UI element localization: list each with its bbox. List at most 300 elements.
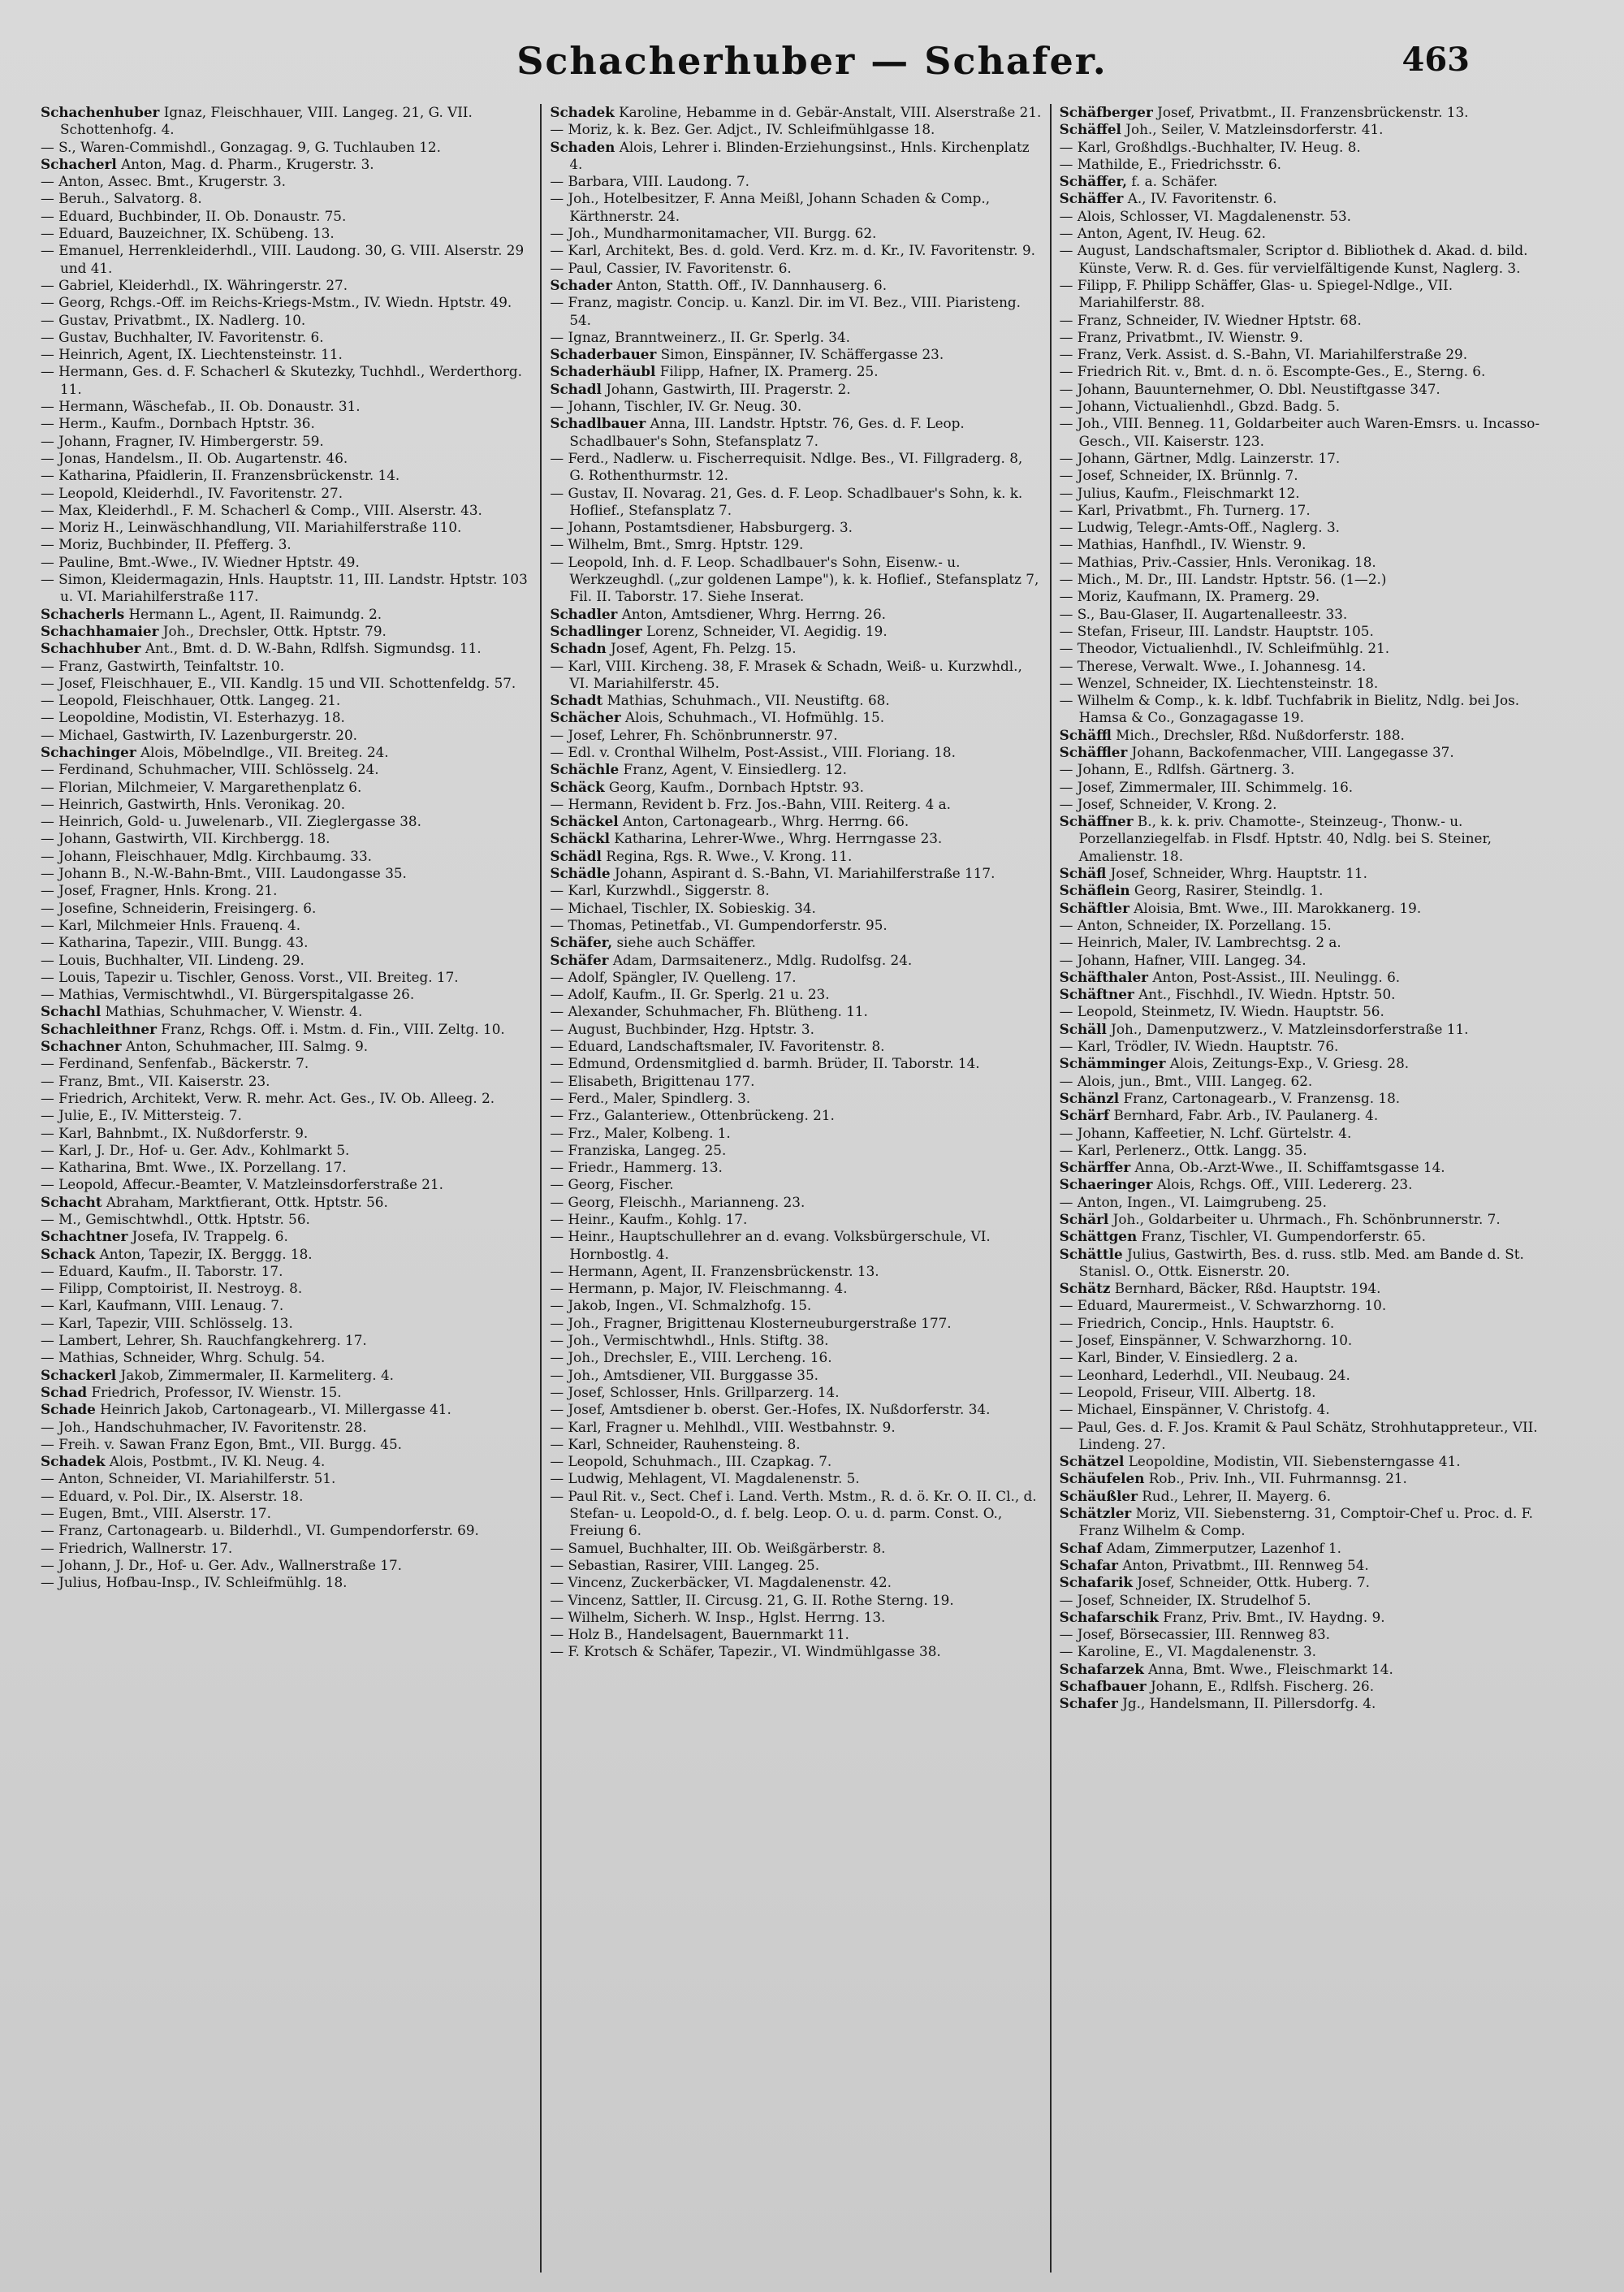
entry-surname: Schadl: [550, 380, 602, 397]
directory-entry: [41, 294, 532, 311]
entry-text: — Moriz, k. k. Bez. Ger. Adjct., IV. Schleifmühlgasse 18.: [550, 121, 935, 138]
entry-surname: Schäffner: [1059, 813, 1134, 830]
directory-entry: [550, 139, 1041, 174]
entry-text: — Katharina, Bmt. Wwe., IX. Porzellang. 17.: [41, 1159, 347, 1176]
entry-text: — Friedrich, Architekt, Verw. R. mehr. Act. Ges., IV. Ob. Alleeg. 2.: [41, 1089, 495, 1106]
directory-entry: [550, 606, 1041, 623]
directory-entry: [41, 1332, 532, 1349]
entry-text: Joh., Goldarbeiter u. Uhrmach., Fh. Schönbrunnerstr. 7.: [1108, 1211, 1501, 1227]
entry-surname: Schärf: [1059, 1107, 1110, 1124]
entry-text: — Johann, Hafner, VIII. Langeg. 34.: [1059, 951, 1307, 968]
entry-text: — Franziska, Langeg. 25.: [550, 1141, 727, 1158]
entry-text: Johann, Gastwirth, III. Pragerstr. 2.: [601, 380, 851, 397]
entry-text: — Franz, Verk. Assist. d. S.-Bahn, VI. Mariahilferstraße 29.: [1059, 346, 1468, 363]
directory-entry: [1060, 1073, 1551, 1090]
entry-surname: Schäffler: [1059, 743, 1128, 760]
entry-surname: Schätzel: [1059, 1453, 1125, 1470]
entry-text: Josef, Schneider, Whrg. Hauptstr. 11.: [1106, 865, 1367, 882]
directory-entry: [41, 467, 532, 484]
entry-text: Anna, III. Landstr. Hptstr. 76, Ges. d. F. Leop. Schadlbauer's Sohn, Stefansplatz 7.: [569, 415, 965, 449]
entry-text: Rud., Lehrer, II. Mayerg. 6.: [1137, 1487, 1332, 1504]
entry-text: Georg, Kaufm., Dornbach Hptstr. 93.: [604, 778, 864, 795]
entry-text: — Johann, Gastwirth, VII. Kirchbergg. 18.: [41, 830, 330, 847]
entry-text: Franz, Tischler, VI. Gumpendorferstr. 65.: [1137, 1228, 1426, 1245]
entry-text: — Jonas, Handelsm., II. Ob. Augartenstr. 46.: [41, 449, 348, 466]
directory-entry: [550, 830, 1041, 847]
directory-entry: [550, 329, 1041, 346]
entry-text: — Thomas, Petinetfab., VI. Gumpendorferstr. 95.: [550, 916, 888, 933]
entry-text: — Karl, Tapezir, VIII. Schlösselg. 13.: [41, 1314, 293, 1331]
entry-text: Simon, Einspänner, IV. Schäffergasse 23.: [656, 346, 944, 363]
directory-entry: [41, 329, 532, 346]
entry-text: — Franz, Schneider, IV. Wiedner Hptstr. 68.: [1059, 311, 1362, 328]
directory-entry: [41, 640, 532, 657]
directory-entry: [1060, 363, 1551, 380]
directory-entry: [41, 1107, 532, 1124]
entry-text: Johann, E., Rdlfsh. Fischerg. 26.: [1146, 1678, 1375, 1695]
directory-entry: [550, 242, 1041, 259]
directory-entry: [41, 623, 532, 640]
entry-text: — Theodor, Victualienhdl., IV. Schleifmühlg. 21.: [1059, 640, 1390, 657]
entry-text: — Karl, Großhdlgs.-Buchhalter, IV. Heug. 8.: [1059, 138, 1361, 155]
directory-entry: [550, 450, 1041, 485]
directory-entry: [41, 830, 532, 847]
entry-text: — Eduard, Bauzeichner, IX. Schübeng. 13.: [41, 225, 335, 242]
directory-entry: [1060, 623, 1551, 640]
directory-entry: [41, 1436, 532, 1453]
entry-text: — Elisabeth, Brigittenau 177.: [550, 1072, 755, 1089]
entry-text: — Friedrich, Wallnerstr. 17.: [41, 1539, 233, 1556]
entry-text: — Edl. v. Cronthal Wilhelm, Post-Assist., VIII. Floriang. 18.: [550, 743, 956, 760]
entry-surname: Schäflein: [1059, 882, 1130, 899]
directory-entry: [41, 1176, 532, 1193]
entry-text: — M., Gemischtwhdl., Ottk. Hptstr. 56.: [41, 1211, 310, 1227]
entry-text: — Heinr., Kaufm., Kohlg. 17.: [550, 1211, 748, 1227]
entry-text: Anton, Statth. Off., IV. Dannhauserg. 6.: [612, 276, 888, 293]
directory-entry: [1060, 1505, 1551, 1540]
entry-text: — Katharina, Pfaidlerin, II. Franzensbrückenstr. 14.: [41, 467, 400, 484]
entry-surname: Schafarschik: [1059, 1608, 1159, 1625]
directory-entry: [550, 1626, 1041, 1643]
entry-text: — Georg, Fleischh., Marianneng. 23.: [550, 1193, 806, 1210]
directory-entry: [550, 796, 1041, 813]
directory-entry: [550, 398, 1041, 415]
directory-entry: [41, 346, 532, 363]
entry-text: — Leopold, Affecur.-Beamter, V. Matzleinsdorferstraße 21.: [41, 1176, 443, 1193]
entry-text: — Ferdinand, Senfenfab., Bäckerstr. 7.: [41, 1055, 309, 1072]
directory-entry: [41, 1315, 532, 1332]
entry-text: — Johann, Bauunternehmer, O. Dbl. Neustiftgasse 347.: [1059, 380, 1440, 397]
entry-text: — Eugen, Bmt., VIII. Alserstr. 17.: [41, 1505, 271, 1522]
entry-text: — Josef, Schlosser, Hnls. Grillparzerg. 14.: [550, 1383, 840, 1400]
directory-entry: [1060, 1643, 1551, 1660]
entry-text: Heinrich Jakob, Cartonagearb., VI. Millergasse 41.: [95, 1401, 451, 1418]
directory-entry: [1060, 398, 1551, 415]
entry-surname: Schafar: [1059, 1556, 1119, 1573]
entry-surname: Schächer: [550, 709, 621, 726]
entry-surname: Schäffl: [1059, 726, 1112, 743]
directory-entry: [550, 1470, 1041, 1487]
entry-text: — Franz, magistr. Concip. u. Kanzl. Dir. im VI. Bez., VIII. Piaristeng. 54.: [550, 294, 1021, 328]
directory-entry: [41, 1488, 532, 1505]
directory-column-2: [540, 104, 1049, 2273]
entry-text: — Alexander, Schuhmacher, Fh. Blütheng. 11.: [550, 1003, 868, 1020]
directory-entry: [41, 1263, 532, 1280]
directory-entry: [550, 1125, 1041, 1142]
entry-surname: Schäckl: [550, 830, 610, 847]
entry-surname: Schäffer,: [1059, 173, 1127, 190]
entry-surname: Schäfl: [1059, 865, 1107, 882]
directory-entry: [1060, 1401, 1551, 1418]
directory-entry: [41, 485, 532, 502]
entry-text: — Eduard, Buchbinder, II. Ob. Donaustr. 75.: [41, 207, 347, 224]
directory-entry: [1060, 173, 1551, 190]
entry-text: — Freih. v. Sawan Franz Egon, Bmt., VII. Burgg. 45.: [41, 1435, 402, 1452]
entry-text: — Alois, Schlosser, VI. Magdalenenstr. 53.: [1059, 207, 1352, 224]
directory-entry: [550, 1574, 1041, 1591]
directory-entry: [1060, 381, 1551, 398]
entry-text: Leopoldine, Modistin, VII. Siebensterngasse 41.: [1124, 1453, 1461, 1470]
directory-entry: [550, 485, 1041, 520]
entry-surname: Schadlinger: [550, 622, 642, 639]
directory-entry: [1060, 1228, 1551, 1245]
directory-entry: [1060, 1142, 1551, 1159]
directory-entry: [1060, 813, 1551, 865]
directory-entry: [550, 1401, 1041, 1418]
directory-entry: [550, 277, 1041, 294]
directory-entry: [41, 1522, 532, 1539]
entry-text: Alois, Möbelndlge., VII. Breiteg. 24.: [136, 743, 389, 760]
directory-entry: [41, 934, 532, 951]
entry-text: — Leopoldine, Modistin, VI. Esterhazyg. 18.: [41, 709, 345, 726]
entry-text: — Wilhelm, Bmt., Smrg. Hptstr. 129.: [550, 536, 804, 553]
entry-text: — Mathias, Vermischtwhdl., VI. Bürgerspitalgasse 26.: [41, 986, 415, 1003]
entry-surname: Schaeringer: [1059, 1176, 1153, 1193]
entry-text: — Eduard, Landschaftsmaler, IV. Favoritenstr. 8.: [550, 1038, 885, 1055]
directory-entry: [1060, 1038, 1551, 1055]
entry-text: Friedrich, Professor, IV. Wienstr. 15.: [87, 1383, 342, 1400]
entry-surname: Schafarzek: [1059, 1660, 1144, 1677]
entry-text: — Filipp, F. Philipp Schäffer, Glas- u. Spiegel-Ndlge., VII. Mariahilferstr. 88.: [1059, 276, 1453, 311]
entry-text: siehe auch Schäffer.: [612, 934, 756, 951]
entry-text: Aloisia, Bmt. Wwe., III. Marokkanerg. 19.: [1129, 899, 1422, 916]
entry-surname: Schachhamaier: [41, 622, 159, 639]
entry-text: — Moriz, Buchbinder, II. Pfefferg. 3.: [41, 536, 292, 553]
entry-text: Alois, Postbmt., IV. Kl. Neug. 4.: [105, 1453, 326, 1470]
entry-text: — Gustav, Buchhalter, IV. Favoritenstr. 6.: [41, 328, 324, 345]
entry-text: — Barbara, VIII. Laudong. 7.: [550, 173, 749, 190]
entry-text: Karoline, Hebamme in d. Gebär-Anstalt, VIII. Alserstraße 21.: [614, 104, 1042, 120]
directory-entry: [41, 242, 532, 277]
entry-text: — Mich., M. Dr., III. Landstr. Hptstr. 56. (1—2.): [1059, 571, 1387, 588]
directory-entry: [1060, 1297, 1551, 1314]
entry-text: Anton, Privatbmt., III. Rennweg 54.: [1118, 1556, 1369, 1573]
directory-entry: [1060, 519, 1551, 536]
entry-text: — Anton, Ingen., VI. Laimgrubeng. 25.: [1059, 1193, 1327, 1210]
entry-text: — Johann, Gärtner, Mdlg. Lainzerstr. 17.: [1059, 449, 1341, 466]
directory-entry: [550, 121, 1041, 138]
entry-text: — Filipp, Comptoirist, II. Nestroyg. 8.: [41, 1280, 303, 1297]
entry-text: — Michael, Tischler, IX. Sobieskig. 34.: [550, 899, 816, 916]
entry-text: Abraham, Marktfierant, Ottk. Hptstr. 56.: [102, 1193, 388, 1210]
entry-text: Anton, Cartonagearb., Whrg. Herrng. 66.: [618, 813, 909, 830]
entry-text: — Max, Kleiderhdl., F. M. Schacherl & Comp., VIII. Alserstr. 43.: [41, 501, 482, 518]
entry-text: — Heinrich, Gastwirth, Hnls. Veronikag. 20.: [41, 795, 346, 812]
directory-entry: [550, 225, 1041, 242]
directory-column-3: [1050, 104, 1559, 2273]
directory-entry: [550, 917, 1041, 934]
directory-entry: [550, 969, 1041, 986]
entry-text: f. a. Schäfer.: [1126, 173, 1218, 190]
entry-text: — Leopold, Steinmetz, IV. Wiedn. Hauptstr. 56.: [1059, 1003, 1384, 1020]
entry-text: — Heinrich, Maler, IV. Lambrechtsg. 2 a.: [1059, 934, 1341, 951]
entry-text: Alois, Schuhmach., VI. Hofmühlg. 15.: [620, 709, 885, 726]
entry-text: Franz, Cartonagearb., V. Franzensg. 18.: [1119, 1089, 1401, 1106]
entry-surname: Schättle: [1059, 1245, 1123, 1262]
directory-entry: [550, 346, 1041, 363]
entry-text: Anton, Schuhmacher, III. Salmg. 9.: [121, 1038, 369, 1055]
directory-entry: [41, 502, 532, 519]
entry-text: — Pauline, Bmt.-Wwe., IV. Wiedner Hptstr. 49.: [41, 553, 360, 570]
directory-entry: [550, 882, 1041, 899]
directory-entry: [41, 1384, 532, 1401]
entry-surname: Schacht: [41, 1193, 102, 1210]
entry-text: — Michael, Einspänner, V. Christofg. 4.: [1059, 1401, 1330, 1418]
directory-entry: [41, 398, 532, 415]
entry-text: — Eduard, Kaufm., II. Taborstr. 17.: [41, 1262, 283, 1279]
directory-entry: [41, 208, 532, 225]
entry-text: Georg, Rasirer, Steindlg. 1.: [1129, 882, 1324, 899]
entry-surname: Schätzler: [1059, 1505, 1132, 1522]
entry-text: Josef, Agent, Fh. Pelzg. 15.: [606, 640, 797, 657]
entry-text: Moriz, VII. Siebensterng. 31, Comptoir-Chef u. Proc. d. F. Franz Wilhelm & Comp.: [1078, 1505, 1534, 1539]
directory-entry: [1060, 1315, 1551, 1332]
directory-entry: [550, 692, 1041, 709]
entry-text: — Leopold, Kleiderhdl., IV. Favoritenstr. 27.: [41, 484, 343, 501]
directory-entry: [41, 1367, 532, 1384]
directory-entry: [1060, 675, 1551, 692]
entry-surname: Schackerl: [41, 1366, 117, 1383]
page-number: 463: [1402, 41, 1470, 79]
entry-text: — Leopold, Fleischhauer, Ottk. Langeg. 21.: [41, 692, 341, 709]
directory-entry: [41, 1142, 532, 1159]
directory-entry: [550, 813, 1041, 830]
entry-text: — Hermann, Agent, II. Franzensbrückenstr. 13.: [550, 1262, 879, 1279]
entry-text: — Vincenz, Sattler, II. Circusg. 21, G. II. Rothe Sterng. 19.: [550, 1591, 954, 1608]
page-title: Schacherhuber — Schafer.: [516, 39, 1108, 83]
entry-text: — Hermann, Wäschefab., II. Ob. Donaustr. 31.: [41, 398, 361, 415]
directory-entry: [41, 1540, 532, 1557]
entry-text: — Johann, J. Dr., Hof- u. Ger. Adv., Wallnerstraße 17.: [41, 1556, 402, 1573]
directory-entry: [41, 536, 532, 553]
entry-text: — Wilhelm, Sicherh. W. Insp., Hglst. Herrng. 13.: [550, 1608, 886, 1625]
entry-surname: Schachinger: [41, 743, 136, 760]
directory-entry: [1060, 1574, 1551, 1591]
directory-entry: [550, 779, 1041, 796]
entry-surname: Schadler: [550, 605, 618, 622]
directory-entry: [41, 1557, 532, 1574]
entry-text: Ant., Fischhdl., IV. Wiedn. Hptstr. 50.: [1134, 986, 1396, 1003]
entry-surname: Schäffel: [1059, 121, 1121, 138]
directory-entry: [1060, 1211, 1551, 1228]
directory-entry: [41, 1090, 532, 1107]
entry-text: Adam, Zimmerputzer, Lazenhof 1.: [1102, 1539, 1341, 1556]
entry-text: — Josef, Börsecassier, III. Rennweg 83.: [1059, 1626, 1330, 1643]
entry-text: — Frz., Galanteriew., Ottenbrückeng. 21.: [550, 1107, 835, 1124]
directory-entry: [41, 1246, 532, 1263]
entry-text: Bernhard, Bäcker, Rßd. Hauptstr. 194.: [1110, 1280, 1381, 1297]
directory-entry: [41, 190, 532, 207]
directory-entry: [550, 1003, 1041, 1020]
entry-text: — Franz, Cartonagearb. u. Bilderhdl., VI. Gumpendorferstr. 69.: [41, 1522, 479, 1539]
entry-surname: Schädl: [550, 847, 602, 864]
entry-text: — Heinrich, Agent, IX. Liechtensteinstr. 11.: [41, 346, 343, 363]
entry-surname: Schadlbauer: [550, 415, 646, 432]
directory-entry: [550, 1315, 1041, 1332]
entry-text: — Leopold, Inh. d. F. Leop. Schadlbauer's Sohn, Eisenw.- u. Werkzeughdl. („zur goldenen Lampe"), k. k. Hoflief., Stefansplatz 7, Fil. II. Taborstr. 17. Siehe Inserat.: [550, 553, 1039, 605]
directory-entry: [550, 260, 1041, 277]
entry-text: — Karl, Binder, V. Einsiedlerg. 2 a.: [1059, 1349, 1298, 1366]
entry-text: — Karl, Architekt, Bes. d. gold. Verd. Krz. m. d. Kr., IV. Favoritenstr. 9.: [550, 242, 1035, 259]
entry-surname: Schachner: [41, 1038, 122, 1055]
entry-text: Katharina, Lehrer-Wwe., Whrg. Herrngasse 23.: [609, 830, 943, 847]
entry-text: — Friedrich Rit. v., Bmt. d. n. ö. Escompte-Ges., E., Sterng. 6.: [1059, 363, 1486, 380]
directory-entry: [1060, 934, 1551, 951]
entry-text: — Ferdinand, Schuhmacher, VIII. Schlösselg. 24.: [41, 761, 379, 778]
directory-entry: [1060, 986, 1551, 1003]
directory-entry: [1060, 1678, 1551, 1695]
directory-entry: [550, 640, 1041, 657]
directory-entry: [1060, 346, 1551, 363]
entry-text: Mathias, Schuhmach., VII. Neustiftg. 68.: [603, 692, 890, 709]
entry-text: — Karoline, E., VI. Magdalenenstr. 3.: [1059, 1643, 1316, 1660]
entry-text: Franz, Rchgs. Off. i. Mstm. d. Fin., VIII. Zeltg. 10.: [156, 1020, 505, 1037]
directory-entry: [41, 104, 532, 139]
entry-surname: Schadek: [41, 1453, 106, 1470]
entry-surname: Schacherls: [41, 605, 125, 622]
entry-text: — Ferd., Maler, Spindlerg. 3.: [550, 1089, 751, 1106]
directory-entry: [41, 225, 532, 242]
entry-text: Joh., Damenputzwerz., V. Matzleinsdorferstraße 11.: [1106, 1020, 1469, 1037]
directory-entry: [1060, 640, 1551, 657]
directory-entry: [550, 1021, 1041, 1038]
entry-text: — Ignaz, Branntweinerz., II. Gr. Sperlg. 34.: [550, 328, 850, 345]
directory-entry: [1060, 1107, 1551, 1124]
directory-entry: [41, 692, 532, 709]
entry-text: — Joh., Amtsdiener, VII. Burggasse 35.: [550, 1366, 818, 1383]
entry-surname: Schäufelen: [1059, 1470, 1145, 1487]
entry-text: — Karl, Kaufmann, VIII. Lenaug. 7.: [41, 1297, 284, 1314]
entry-text: — Josef, Amtsdiener b. oberst. Ger.-Hofes, IX. Nußdorferstr. 34.: [550, 1401, 991, 1418]
entry-text: B., k. k. priv. Chamotte-, Steinzeug-, Thonw.- u. Porzellanziegelfab. in Flsdf. Hptstr. 40, Ndlg. bei S. Steiner, Amalienstr. 18.: [1078, 813, 1492, 864]
entry-text: — Karl, VIII. Kircheng. 38, F. Mrasek & Schadn, Weiß- u. Kurzwhdl., VI. Mariahilferstr. 45.: [550, 657, 1022, 691]
entry-text: — Gustav, II. Novarag. 21, Ges. d. F. Leop. Schadlbauer's Sohn, k. k. Hoflief., Stefansplatz 7.: [550, 484, 1023, 518]
entry-surname: Schärl: [1059, 1211, 1109, 1227]
entry-text: Rob., Priv. Inh., VII. Fuhrmannsg. 21.: [1144, 1470, 1407, 1487]
entry-text: — Joh., Mundharmonitamacher, VII. Burgg. 62.: [550, 225, 877, 242]
directory-entry: [550, 1107, 1041, 1124]
entry-text: — Franz, Gastwirth, Teinfaltstr. 10.: [41, 657, 285, 674]
directory-entry: [550, 1349, 1041, 1366]
entry-text: Johann, Aspirant d. S.-Bahn, VI. Mariahilferstraße 117.: [610, 865, 996, 882]
entry-text: — Karl, Bahnbmt., IX. Nußdorferstr. 9.: [41, 1124, 309, 1141]
entry-text: Anna, Ob.-Arzt-Wwe., II. Schiffamtsgasse 14.: [1130, 1159, 1445, 1176]
directory-entry: [550, 1090, 1041, 1107]
directory-entry: [550, 658, 1041, 693]
entry-text: — Vincenz, Zuckerbäcker, VI. Magdalenenstr. 42.: [550, 1574, 892, 1591]
directory-entry: [550, 934, 1041, 951]
entry-text: — Anton, Schneider, IX. Porzellang. 15.: [1059, 916, 1332, 933]
directory-entry: [41, 277, 532, 294]
directory-entry: [41, 156, 532, 173]
directory-entry: [41, 727, 532, 744]
entry-text: — Mathias, Hanfhdl., IV. Wienstr. 9.: [1059, 536, 1307, 553]
entry-text: — Simon, Kleidermagazin, Hnls. Hauptstr. 11, III. Landstr. Hptstr. 103 u. VI. Mariahilferstraße 117.: [41, 571, 528, 605]
directory-entry: [41, 744, 532, 761]
entry-surname: Schänzl: [1059, 1089, 1120, 1106]
directory-entry: [550, 1263, 1041, 1280]
entry-surname: Schaderbauer: [550, 346, 657, 363]
directory-entry: [41, 1419, 532, 1436]
entry-text: — Hermann, Revident b. Frz. Jos.-Bahn, VIII. Reiterg. 4 a.: [550, 795, 951, 812]
directory-entry: [550, 104, 1041, 121]
directory-entry: [41, 571, 532, 606]
directory-entry: [550, 190, 1041, 225]
directory-entry: [1060, 1367, 1551, 1384]
entry-text: — Louis, Buchhalter, VII. Lindeng. 29.: [41, 951, 304, 968]
entry-surname: Schadn: [550, 640, 607, 657]
entry-text: — Johann, Fleischhauer, Mdlg. Kirchbaumg. 33.: [41, 847, 372, 864]
directory-entry: [550, 1280, 1041, 1297]
entry-text: Regina, Rgs. R. Wwe., V. Krong. 11.: [601, 847, 853, 864]
entry-text: — Michael, Gastwirth, IV. Lazenburgerstr. 20.: [41, 726, 357, 743]
entry-text: — S., Bau-Glaser, II. Augartenalleestr. 33.: [1059, 605, 1348, 622]
entry-text: — Josef, Schneider, IX. Brünnlg. 7.: [1059, 467, 1298, 484]
directory-entry: [1060, 242, 1551, 277]
directory-entry: [550, 415, 1041, 450]
directory-entry: [41, 312, 532, 329]
entry-text: — Frz., Maler, Kolbeng. 1.: [550, 1124, 731, 1141]
entry-text: Alois, Rchgs. Off., VIII. Ledererg. 23.: [1152, 1176, 1413, 1193]
directory-entry: [1060, 1055, 1551, 1072]
entry-text: A., IV. Favoritenstr. 6.: [1123, 190, 1277, 207]
entry-surname: Schäußler: [1059, 1487, 1138, 1504]
directory-entry: [41, 865, 532, 882]
directory-entry: [1060, 277, 1551, 312]
entry-text: — Johann, Fragner, IV. Himbergerstr. 59.: [41, 432, 324, 449]
directory-entry: [1060, 536, 1551, 553]
directory-entry: [41, 1055, 532, 1072]
entry-text: — Wenzel, Schneider, IX. Liechtensteinstr. 18.: [1059, 674, 1379, 691]
directory-entry: [41, 1073, 532, 1090]
directory-entry: [1060, 1176, 1551, 1193]
entry-surname: Schäfer,: [550, 934, 613, 951]
entry-text: — Josefine, Schneiderin, Freisingerg. 6.: [41, 899, 317, 916]
entry-text: — Holz B., Handelsagent, Bauernmarkt 11.: [550, 1626, 849, 1643]
entry-surname: Schäftner: [1059, 986, 1134, 1003]
entry-text: — Samuel, Buchhalter, III. Ob. Weißgärberstr. 8.: [550, 1539, 886, 1556]
entry-text: — Mathias, Priv.-Cassier, Hnls. Veronikag. 18.: [1059, 553, 1376, 570]
entry-text: — Josef, Schneider, V. Krong. 2.: [1059, 795, 1277, 812]
entry-text: Mathias, Schuhmacher, V. Wienstr. 4.: [101, 1003, 363, 1020]
directory-entry: [41, 969, 532, 986]
directory-entry: [1060, 1695, 1551, 1712]
directory-entry: [41, 917, 532, 934]
entry-text: — Ferd., Nadlerw. u. Fischerrequisit. Ndlge. Bes., VI. Fillgraderg. 8, G. Rothenthurmstr. 12.: [550, 449, 1023, 484]
entry-text: — Franz, Bmt., VII. Kaiserstr. 23.: [41, 1072, 270, 1089]
entry-text: Franz, Priv. Bmt., IV. Haydng. 9.: [1158, 1608, 1385, 1625]
directory-entry: [550, 363, 1041, 380]
